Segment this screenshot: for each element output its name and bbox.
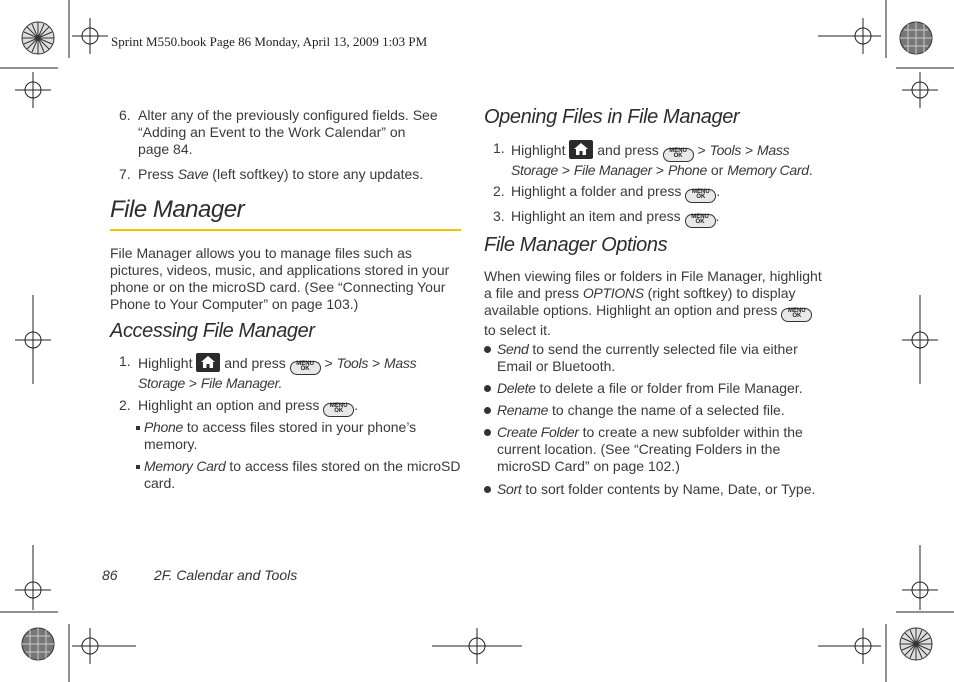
text-fragment: Highlight an option and press xyxy=(138,397,320,413)
text-fragment: . xyxy=(715,208,720,224)
text-fragment: to access files stored in your phone’s xyxy=(182,419,417,435)
menu-path-item: Storage xyxy=(138,375,185,391)
menu-path-item: Memory Card xyxy=(727,162,809,178)
option-send xyxy=(484,341,844,375)
key-label: OK xyxy=(334,408,344,414)
menu-path-item: Tools xyxy=(709,142,742,158)
step-6-text xyxy=(138,107,468,158)
menu-path-item: File Manager. xyxy=(200,375,283,391)
access-step-1 xyxy=(138,353,468,392)
save-softkey-label: Save xyxy=(177,166,209,182)
step-number: 7. xyxy=(119,166,131,182)
key-label: OK xyxy=(696,194,706,200)
open-step-3 xyxy=(511,208,719,228)
text-line xyxy=(136,419,466,436)
bullet-icon xyxy=(484,346,491,353)
option-rename xyxy=(484,402,844,419)
separator: > xyxy=(184,375,201,391)
text-fragment: Highlight a folder and press xyxy=(511,183,682,199)
text-fragment: Highlight an item and press xyxy=(511,208,681,224)
home-icon xyxy=(569,140,593,159)
key-label: MENU xyxy=(787,308,806,314)
subsection-title: Accessing File Manager xyxy=(110,320,315,342)
text-fragment: (left softkey) to store any updates. xyxy=(208,166,424,182)
home-icon xyxy=(196,353,220,372)
separator: > xyxy=(693,142,710,158)
key-label: MENU xyxy=(296,361,314,367)
text-line: phone or on the microSD card. (See “Connecting Your xyxy=(110,279,446,295)
menu-ok-key-icon xyxy=(685,214,716,228)
text-line: Email or Bluetooth. xyxy=(497,358,616,374)
text-line: pictures, videos, music, and applications stored in your xyxy=(110,262,450,278)
text-fragment: . xyxy=(354,397,359,413)
option-sort xyxy=(484,481,844,498)
section-title: Opening Files in File Manager xyxy=(484,106,740,128)
option-label: Rename xyxy=(497,402,549,418)
key-label: OK xyxy=(792,313,802,319)
key-label: OK xyxy=(695,219,705,225)
step-number: 2. xyxy=(493,183,505,199)
text-fragment: to change the name of a selected file. xyxy=(548,402,785,418)
text-fragment: . xyxy=(808,162,813,178)
text-fragment: and press xyxy=(224,355,286,371)
open-step-1 xyxy=(511,140,851,179)
key-label: MENU xyxy=(329,403,348,409)
step-number: 3. xyxy=(493,208,505,224)
option-label: Create Folder xyxy=(497,424,579,440)
menu-path-item: Mass xyxy=(757,142,790,158)
text-fragment: and press xyxy=(597,142,659,158)
step-number: 1. xyxy=(493,140,505,156)
text-fragment: available options. Highlight an option and press xyxy=(484,302,778,318)
menu-path-item: Phone xyxy=(667,162,707,178)
menu-ok-key-icon xyxy=(781,308,812,322)
step-7-text xyxy=(138,166,423,183)
step-number: 2. xyxy=(119,397,131,413)
separator: > xyxy=(320,355,337,371)
text-fragment: Highlight xyxy=(138,355,193,371)
text-line xyxy=(484,341,844,358)
text-fragment: a file and press xyxy=(484,285,583,301)
page-number: 86 xyxy=(102,567,118,583)
section-title: File Manager Options xyxy=(484,234,668,256)
option-label: Memory Card xyxy=(144,458,226,474)
text-line xyxy=(136,458,466,475)
text-line xyxy=(511,162,851,179)
option-label: Send xyxy=(497,341,529,357)
square-bullet-icon xyxy=(136,426,140,430)
open-step-2 xyxy=(511,183,720,203)
text-fragment: (right softkey) to display xyxy=(643,285,796,301)
option-label: Delete xyxy=(497,380,536,396)
menu-path-item: Tools xyxy=(336,355,369,371)
bullet-icon xyxy=(484,429,491,436)
text-line xyxy=(511,140,851,162)
memory-card-option xyxy=(136,458,466,492)
print-header: Sprint M550.book Page 86 Monday, April 13, 2009 1:03 PM xyxy=(111,34,428,49)
text-line xyxy=(138,375,468,392)
text-line: Phone to Your Computer” on page 103.) xyxy=(110,296,359,312)
text-line: to select it. xyxy=(484,322,551,338)
text-fragment: to send the currently selected file via either xyxy=(528,341,798,357)
bullet-icon xyxy=(484,486,491,493)
step-number: 6. xyxy=(119,107,131,123)
text-fragment: to delete a file or folder from File Manager. xyxy=(535,380,803,396)
text-fragment: to sort folder contents by Name, Date, or Type. xyxy=(521,481,816,497)
key-label: OK xyxy=(673,153,683,159)
text-line: card. xyxy=(144,475,176,491)
text-line xyxy=(484,285,844,302)
key-label: MENU xyxy=(691,189,710,195)
text-line: “Adding an Event to the Work Calendar” on xyxy=(138,124,406,140)
options-paragraph xyxy=(484,268,844,339)
menu-ok-key-icon xyxy=(290,361,321,375)
text-fragment: Press xyxy=(138,166,178,182)
text-fragment: to access files stored on the microSD xyxy=(225,458,461,474)
option-delete xyxy=(484,380,844,397)
option-label: Sort xyxy=(497,481,522,497)
text-line: current location. (See “Creating Folders in the xyxy=(497,441,781,457)
text-fragment: . xyxy=(716,183,721,199)
text-line: When viewing files or folders in File Manager, highlight xyxy=(484,268,822,284)
text-line: memory. xyxy=(144,436,198,452)
menu-path-item: File Manager xyxy=(573,162,653,178)
key-label: MENU xyxy=(691,214,709,220)
text-line xyxy=(138,353,468,375)
separator: > xyxy=(741,142,758,158)
text-line: page 84. xyxy=(138,141,193,157)
menu-ok-key-icon xyxy=(323,403,354,417)
key-label: OK xyxy=(300,366,310,372)
option-label: Phone xyxy=(144,419,183,435)
section-title: File Manager xyxy=(110,196,245,223)
intro-paragraph xyxy=(110,245,465,313)
option-create-folder xyxy=(484,424,844,475)
phone-option xyxy=(136,419,466,453)
options-softkey-label: OPTIONS xyxy=(582,285,644,301)
access-step-2 xyxy=(138,397,358,417)
separator: > xyxy=(557,162,574,178)
menu-path-item: Storage xyxy=(511,162,558,178)
step-number: 1. xyxy=(119,353,131,369)
text-fragment: to create a new subfolder within the xyxy=(578,424,803,440)
text-line: File Manager allows you to manage files such as xyxy=(110,245,412,261)
key-label: MENU xyxy=(669,148,687,154)
section-footer: 2F. Calendar and Tools xyxy=(154,567,298,583)
separator: > xyxy=(368,355,385,371)
text-line xyxy=(484,424,844,441)
menu-path-item: Mass xyxy=(384,355,417,371)
text-fragment: Highlight xyxy=(511,142,566,158)
text-fragment: or xyxy=(706,162,728,178)
text-line: microSD Card” on page 102.) xyxy=(497,458,680,474)
menu-ok-key-icon xyxy=(663,148,694,162)
menu-ok-key-icon xyxy=(685,189,716,203)
bullet-icon xyxy=(484,385,491,392)
text-line: Alter any of the previously configured fields. See xyxy=(138,107,438,123)
title-rule xyxy=(110,229,461,231)
bullet-icon xyxy=(484,407,491,414)
square-bullet-icon xyxy=(136,465,140,469)
text-line xyxy=(484,302,844,322)
separator: > xyxy=(652,162,668,178)
